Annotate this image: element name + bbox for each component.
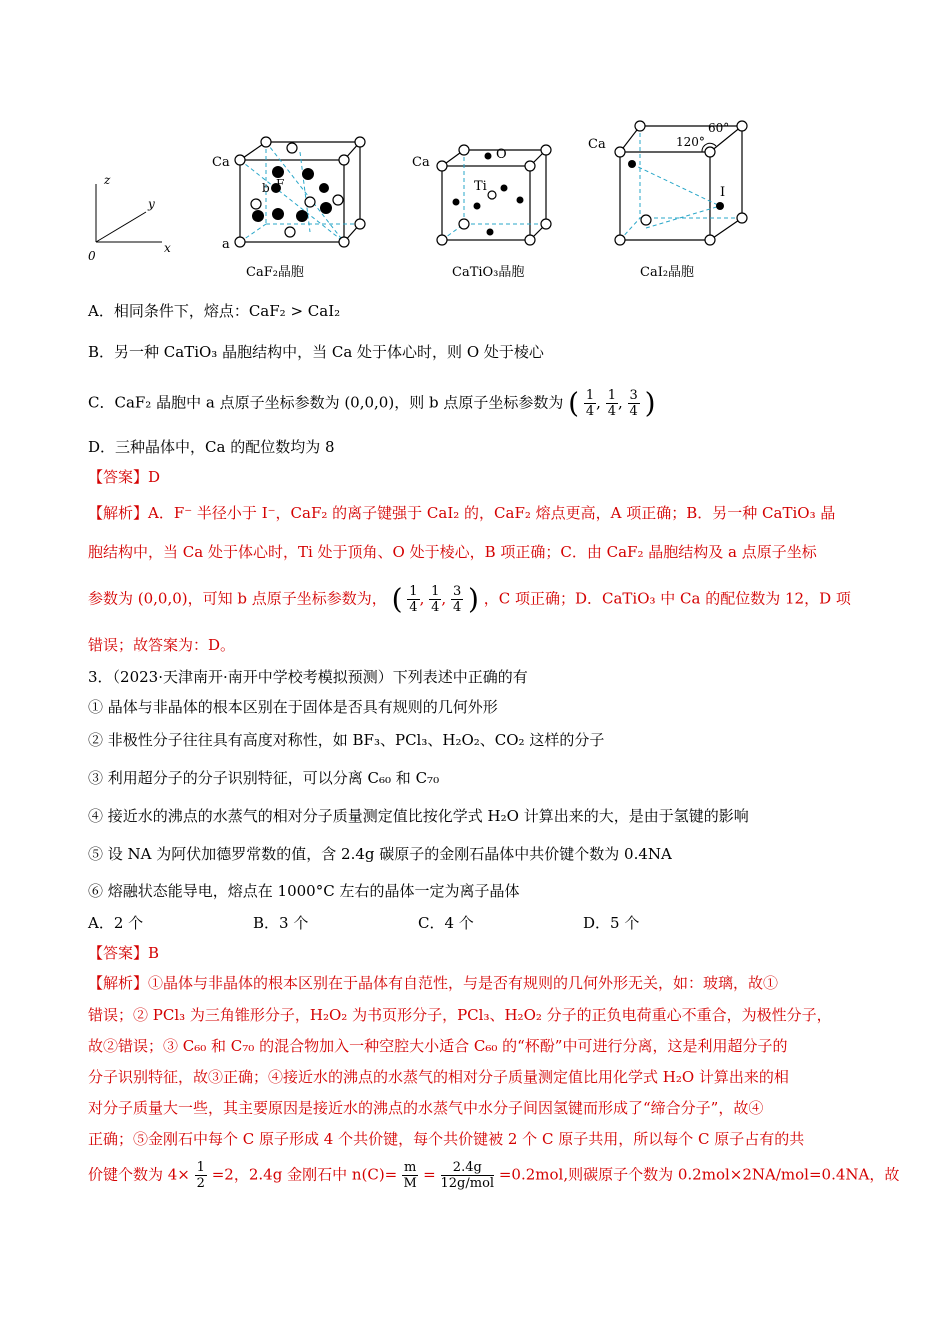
q3-statement-2: ② 非极性分子往往具有高度对称性，如 BF₃、PCl₃、H₂O₂、CO₂ 这样的分子: [88, 731, 605, 749]
q2-explain-line-1: 【解析】A．F⁻ 半径小于 I⁻，CaF₂ 的离子键强于 CaI₂ 的，CaF₂ 熔点更高，A 项正确；B．另一种 CaTiO₃ 晶: [88, 504, 836, 522]
axis-y-label: y: [148, 197, 155, 211]
fraction-1-4: $\frac{1}{4}$: [431, 584, 440, 615]
q3-explain-7-mid: =2，2.4g 金刚石中 n(C)=: [211, 1165, 398, 1184]
catio3-ca-label: Ca: [412, 155, 430, 170]
fraction-mass-over-molar: $\frac{2.4g}{\text{12g/mol}}$: [440, 1160, 495, 1191]
close-paren: ): [468, 582, 479, 616]
caf2-a-label: a: [222, 237, 230, 252]
cai2-ca-label: Ca: [588, 137, 606, 152]
q3-explain-7-pre: 价键个数为 4×: [88, 1165, 190, 1184]
q2-option-c-text: C．CaF₂ 晶胞中 a 点原子坐标参数为 (0,0,0)，则 b 点原子坐标参数为: [88, 393, 564, 412]
crystal-cell-figure: [80, 112, 780, 292]
fraction-1-4: $\frac{1}{4}$: [607, 388, 616, 419]
q3-statement-5: ⑤ 设 NA 为阿伏加德罗常数的值，含 2.4g 碳原子的金刚石晶体中共价键个数为 0.4NA: [88, 845, 672, 863]
fraction-1-4: $\frac{1}{4}$: [409, 584, 418, 615]
q3-explain-line-3: 故②错误；③ C₆₀ 和 C₇₀ 的混合物加入一种空腔大小适合 C₆₀ 的“杯酚”中可进行分离，这是利用超分子的: [88, 1037, 788, 1055]
fraction-3-4: $\frac{3}{4}$: [629, 388, 638, 419]
cai2-i-label: I: [720, 185, 726, 200]
q3-option-a: A．2 个: [88, 914, 144, 932]
q3-statement-4: ④ 接近水的沸点的水蒸气的相对分子质量测定值比按化学式 H₂O 计算出来的大，是由于氢键的影响: [88, 807, 749, 825]
catio3-caption: CaTiO₃晶胞: [452, 265, 525, 280]
caf2-b-label: b: [262, 181, 270, 195]
q3-explain-line-4: 分子识别特征，故③正确；④接近水的沸点的水蒸气的相对分子质量测定值比用化学式 H₂O 计算出来的相: [88, 1068, 789, 1086]
fraction-1-4: $\frac{1}{4}$: [585, 388, 595, 419]
q2-explain-line-4: 错误；故答案为：D。: [88, 636, 236, 654]
q3-statement-3: ③ 利用超分子的分子识别特征，可以分离 C₆₀ 和 C₇₀: [88, 769, 440, 787]
q2-answer: 【答案】D: [88, 468, 161, 486]
fraction-3-4: $\frac{3}{4}$: [452, 584, 462, 615]
q3-statement-1: ① 晶体与非晶体的根本区别在于固体是否具有规则的几何外形: [88, 698, 498, 716]
caf2-ca-label: Ca: [212, 155, 230, 170]
q3-explain-line-7: [88, 1160, 899, 1191]
q3-statement-6: ⑥ 熔融状态能导电，熔点在 1000°C 左右的晶体一定为离子晶体: [88, 882, 520, 900]
q3-explain-7-post: =0.2mol,则碳原子个数为 0.2mol×2NA/mol=0.4NA，故: [498, 1165, 900, 1184]
cai2-angle-60-label: 60°: [708, 121, 730, 135]
q3-option-c: C．4 个: [418, 914, 474, 932]
q3-answer: 【答案】B: [88, 944, 160, 962]
q2-explain-3-pre: 参数为 (0,0,0)，可知 b 点原子坐标参数为，: [88, 589, 387, 608]
q3-explain-line-1: 【解析】①晶体与非晶体的根本区别在于晶体有自范性，与是否有规则的几何外形无关，如：玻璃，故①: [88, 974, 779, 992]
axis-origin-label: 0: [88, 249, 96, 263]
equals-sign: =: [423, 1165, 436, 1184]
q3-explain-line-5: 对分子质量大一些，其主要原因是接近水的沸点的水蒸气中水分子间因氢键而形成了“缔合分子”，故④: [88, 1099, 764, 1117]
caf2-caption: CaF₂晶胞: [246, 265, 304, 280]
q2-option-c: C．CaF₂ 晶胞中 a 点原子坐标参数为 (0,0,0)，则 b 点原子坐标参数为 ( $\frac{1}{4}$ , $\frac{1}{4}$ , $\frac{3}{4}$ ): [88, 386, 656, 420]
cai2-cell: [588, 121, 747, 280]
crystal-cells-svg: [80, 112, 780, 292]
catio3-cell: [412, 145, 551, 280]
q2-explain-3-post: ，C 项正确；D．CaTiO₃ 中 Ca 的配位数为 12，D 项: [483, 589, 851, 608]
close-paren: ): [644, 386, 656, 420]
open-paren: (: [568, 386, 580, 420]
q2-option-d: D．三种晶体中，Ca 的配位数均为 8: [88, 438, 335, 456]
caf2-f-label: F: [276, 177, 285, 191]
q3-option-b: B．3 个: [253, 914, 309, 932]
open-paren: (: [391, 582, 403, 616]
axis-x-label: x: [164, 241, 171, 255]
caf2-cell: [212, 137, 365, 280]
q2-explain-line-3: 参数为 (0,0,0)，可知 b 点原子坐标参数为， ( $\frac{1}{4}$ , $\frac{1}{4}$ , $\frac{3}{4}$ ) ，C 项正确；D．CaTiO₃ 中 Ca 的配位数为 12，D 项: [88, 582, 851, 616]
q3-explain-line-2: 错误；② PCl₃ 为三角锥形分子，H₂O₂ 为书页形分子，PCl₃、H₂O₂ 分子的正负电荷重心不重合，为极性分子，: [88, 1006, 832, 1024]
q3-explain-line-6: 正确；⑤金刚石中每个 C 原子形成 4 个共价键，每个共价键被 2 个 C 原子共用，所以每个 C 原子占有的共: [88, 1130, 805, 1148]
cai2-angle-120-label: 120°: [676, 135, 705, 149]
q2-explain-line-2: 胞结构中，当 Ca 处于体心时，Ti 处于顶角、O 处于棱心，B 项正确；C．由 CaF₂ 晶胞结构及 a 点原子坐标: [88, 543, 817, 561]
fraction-m-over-M: $\frac{m}{M}$: [403, 1160, 417, 1191]
catio3-o-label: O: [496, 147, 507, 162]
q3-stem: 3．（2023·天津南开·南开中学校考模拟预测）下列表述中正确的有: [88, 668, 528, 686]
catio3-ti-label: Ti: [474, 179, 487, 194]
q2-option-b: B．另一种 CaTiO₃ 晶胞结构中，当 Ca 处于体心时，则 O 处于棱心: [88, 343, 544, 361]
fraction-1-2: $\frac{1}{2}$: [196, 1160, 205, 1191]
q2-option-a: A．相同条件下，熔点：CaF₂ > CaI₂: [88, 302, 341, 320]
axis-z-label: z: [104, 173, 111, 187]
coordinate-axes: [96, 184, 162, 242]
q3-options: [88, 912, 748, 934]
q3-option-d: D．5 个: [583, 914, 640, 932]
cai2-caption: CaI₂晶胞: [640, 265, 695, 280]
